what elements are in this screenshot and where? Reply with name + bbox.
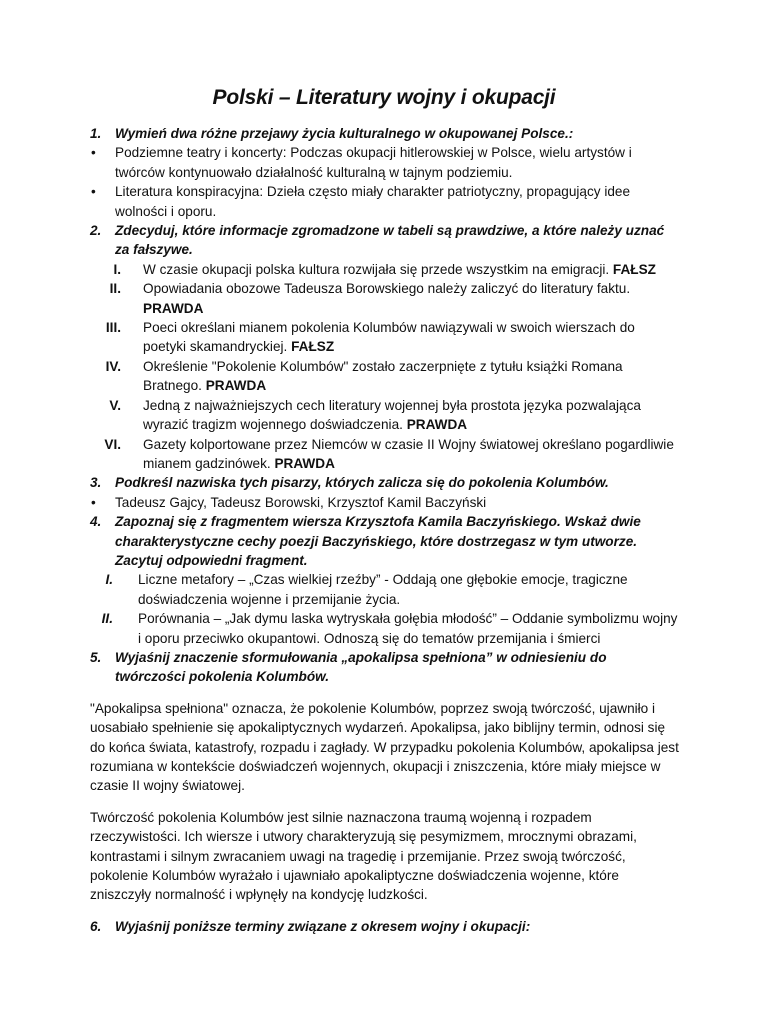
- roman-numeral: I.: [113, 261, 121, 277]
- question-5: [90, 648, 680, 687]
- question-text: Wymień dwa różne przejawy życia kulturalnego w okupowanej Polsce.:: [115, 126, 574, 141]
- roman-numeral: IV.: [105, 358, 121, 374]
- answer-paragraph: "Apokalipsa spełniona" oznacza, że pokolenie Kolumbów, poprzez swoją twórczość, ujawniło i uosabiało spełnienie się apokaliptycznych wydarzeń. Apokalipsa, jako biblijny termin, odnosi się do końca świata, katastrofy, rozpadu i zagłady. W przypadku pokolenia Kolumbów, apokalipsa jest rozumiana w kontekście doświadczeń wojennych, okupacji i zniszczenia, które miały miejsce w czasie II wojny światowej.: [90, 700, 679, 794]
- answer-label: PRAWDA: [143, 300, 204, 316]
- statement-item: [90, 318, 680, 357]
- question-number: 5.: [90, 649, 102, 665]
- question-text: Zdecyduj, które informacje zgromadzone w tabeli są prawdziwe, a które należy uznać za fałszywe.: [115, 223, 665, 258]
- bullet-text: Literatura konspiracyjna: Dzieła często miały charakter patriotyczny, propagujący idee wolności i oporu.: [115, 184, 631, 219]
- bullet-text: Tadeusz Gajcy, Tadeusz Borowski, Krzysztof Kamil Baczyński: [115, 494, 487, 510]
- document-body: [90, 124, 680, 936]
- question-3: [90, 473, 680, 492]
- statement-text: Opowiadania obozowe Tadeusza Borowskiego należy zaliczyć do literatury faktu. PRAWDA: [143, 281, 631, 316]
- question-number: 6.: [90, 918, 102, 934]
- roman-numeral: II.: [101, 611, 113, 627]
- answer-label: PRAWDA: [274, 455, 335, 471]
- bullet-icon: •: [91, 184, 96, 200]
- question-text: Podkreśl nazwiska tych pisarzy, których zalicza się do pokolenia Kolumbów.: [115, 475, 609, 491]
- statement-text: W czasie okupacji polska kultura rozwijała się przede wszystkim na emigracji. FAŁSZ: [143, 261, 656, 277]
- statement-item: [90, 357, 680, 396]
- roman-numeral: III.: [105, 320, 121, 336]
- statement-text: Poeci określani mianem pokolenia Kolumbów nawiązywali w swoich wierszach do poetyki skamandryckiej. FAŁSZ: [143, 320, 635, 355]
- statement-text: Gazety kolportowane przez Niemców w czasie II Wojny światowej określano pogardliwie mianem gadzinówek. PRAWDA: [143, 436, 674, 471]
- answer-label: PRAWDA: [205, 378, 267, 394]
- roman-numeral: VI.: [104, 436, 121, 452]
- bullet-item: [90, 182, 680, 221]
- question-2: [90, 221, 680, 260]
- question-text: Wyjaśnij znaczenie sformułowania „apokalipsa spełniona” w odniesieniu do twórczości pokolenia Kolumbów.: [115, 649, 607, 685]
- bullet-icon: •: [91, 494, 96, 510]
- roman-numeral: V.: [109, 397, 121, 413]
- statement-item: [90, 279, 680, 318]
- statement-item: [90, 260, 680, 279]
- page-title: Polski – Literatury wojny i okupacji: [212, 86, 556, 109]
- question-4: [90, 512, 680, 570]
- question-1: [90, 124, 680, 143]
- answer-item: [90, 609, 680, 648]
- question-number: 1.: [90, 126, 102, 141]
- answer-text: Liczne metafory – „Czas wielkiej rzeźby” - Oddają one głębokie emocje, tragiczne doświadczenia wojenne i przemijanie życia.: [138, 572, 628, 607]
- question-text: Wyjaśnij poniższe terminy związane z okresem wojny i okupacji:: [115, 918, 531, 934]
- bullet-item: [90, 143, 680, 182]
- question-6: [90, 917, 680, 936]
- question-number: 3.: [90, 475, 102, 491]
- bullet-icon: •: [91, 145, 96, 161]
- answer-label: PRAWDA: [406, 417, 468, 433]
- statement-text: Określenie "Pokolenie Kolumbów" zostało zaczerpnięte z tytułu książki Romana Bratnego. PRAWDA: [143, 358, 623, 394]
- answer-paragraph: Twórczość pokolenia Kolumbów jest silnie naznaczona traumą wojenną i rozpadem rzeczywistości. Ich wiersze i utwory charakteryzują się pesymizmem, mrocznymi obrazami, kontrastami i silnym zwracaniem uwagi na tragedię i przemijanie. Przez swoją twórczość, pokolenie Kolumbów wyrażało i ujawniało apokaliptyczne doświadczenia wojenne, które zniszczyły normalność i wpłynęły na kondycję ludzkości.: [90, 809, 637, 903]
- answer-label: FAŁSZ: [291, 339, 335, 355]
- statement-item: [90, 396, 680, 435]
- answer-label: FAŁSZ: [612, 261, 656, 277]
- answer-item: [90, 570, 680, 609]
- bullet-item: [90, 493, 680, 512]
- question-number: 4.: [90, 514, 102, 530]
- question-number: 2.: [90, 223, 102, 239]
- question-text: Zapoznaj się z fragmentem wiersza Krzysztofa Kamila Baczyńskiego. Wskaż dwie charakterystyczne cechy poezji Baczyńskiego, które dostrzegasz w tym utworze. Zacytuj odpowiedni fragment.: [115, 514, 641, 568]
- bullet-text: Podziemne teatry i koncerty: Podczas okupacji hitlerowskiej w Polsce, wielu artystów i twórców kontynuowało działalność kulturalną w tajnym podziemiu.: [115, 145, 632, 180]
- statement-text: Jedną z najważniejszych cech literatury wojennej była prostota języka pozwalająca wyrazić tragizm wojennego doświadczenia. PRAWDA: [143, 397, 641, 433]
- roman-numeral: I.: [105, 572, 113, 588]
- answer-text: Porównania – „Jak dymu laska wytryskała gołębia młodość” – Oddanie symbolizmu wojny i oporu przeciwko okupantowi. Odnoszą się do tematów przemijania i śmierci: [138, 611, 678, 646]
- statement-item: [90, 435, 680, 474]
- roman-numeral: II.: [109, 281, 121, 297]
